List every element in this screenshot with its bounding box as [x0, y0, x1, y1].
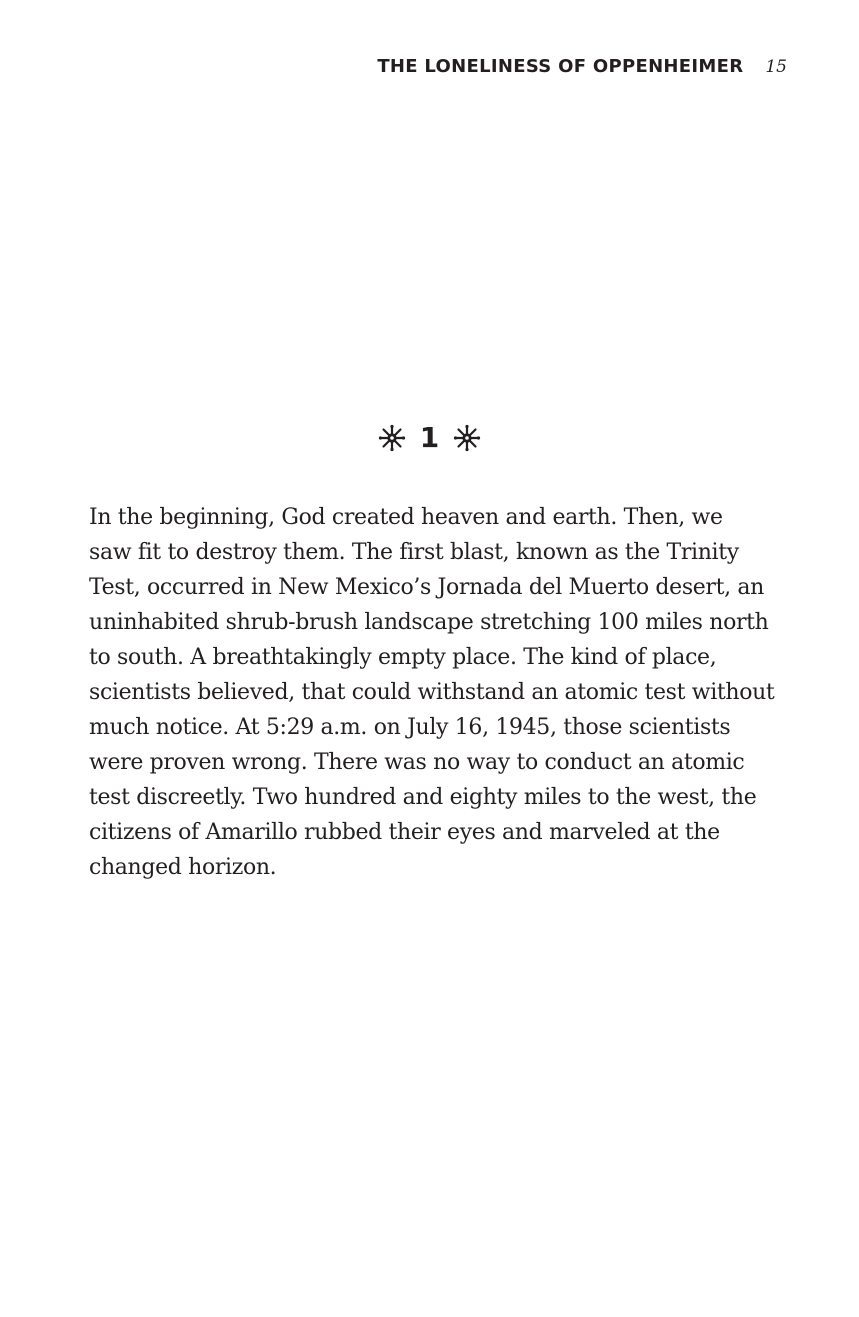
right-ornament-icon [453, 424, 481, 452]
paragraph-line: citizens of Amarillo rubbed their eyes and marveled at the [89, 820, 720, 845]
paragraph-line: scientists believed, that could withstand an atomic test without [89, 680, 775, 705]
paragraph-line: Test, occurred in New Mexico’s Jornada del Muerto desert, an [89, 575, 764, 600]
paragraph-line: uninhabited shrub-brush landscape stretching 100 miles north [89, 610, 769, 635]
body-paragraph [89, 500, 779, 885]
paragraph-line: saw fit to destroy them. The first blast, known as the Trinity [89, 540, 739, 565]
left-ornament-icon [378, 424, 406, 452]
paragraph-line: were proven wrong. There was no way to conduct an atomic [89, 750, 745, 775]
paragraph-line: much notice. At 5:29 a.m. on July 16, 1945, those scientists [89, 715, 731, 740]
page-number: 15 [765, 57, 787, 77]
running-head [377, 56, 787, 77]
chapter-number: 1 [419, 421, 440, 454]
running-head-title: THE LONELINESS OF OPPENHEIMER [377, 56, 744, 77]
paragraph-line: to south. A breathtakingly empty place. The kind of place, [89, 645, 717, 670]
paragraph-line: test discreetly. Two hundred and eighty miles to the west, the [89, 785, 757, 810]
chapter-heading [0, 421, 859, 454]
paragraph-line: In the beginning, God created heaven and earth. Then, we [89, 505, 723, 530]
paragraph-line: changed horizon. [89, 855, 277, 880]
